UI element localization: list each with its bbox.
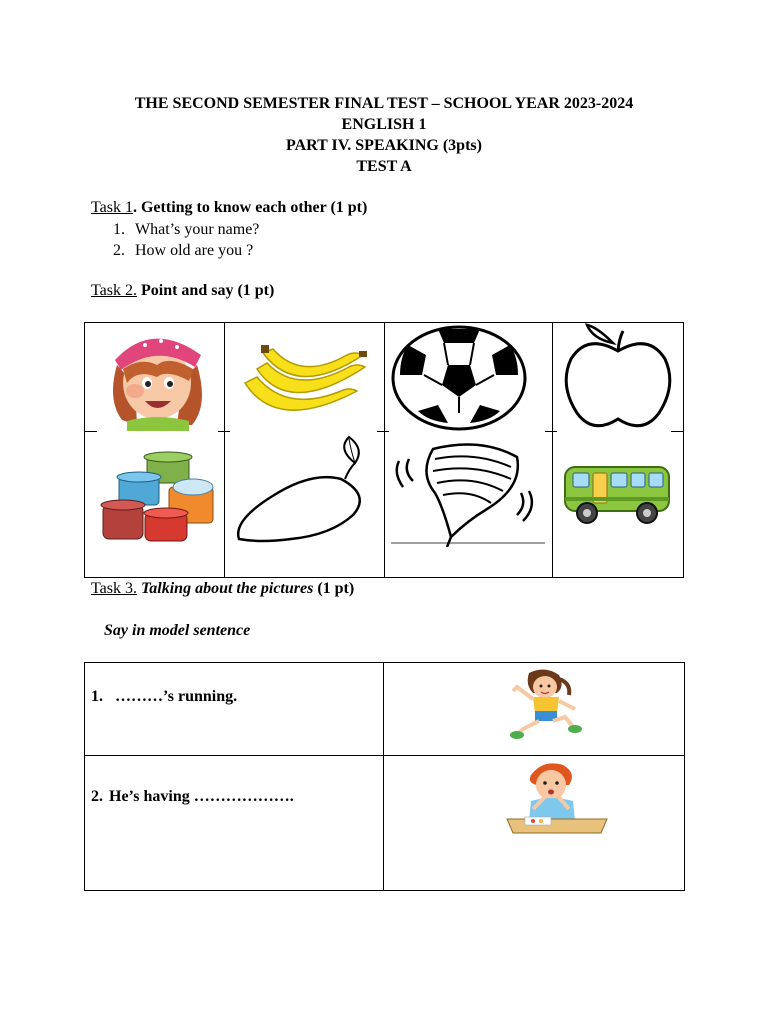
task1-question-list bbox=[113, 219, 259, 261]
task3-points: (1 pt) bbox=[313, 580, 355, 597]
task1-heading bbox=[91, 199, 367, 217]
list-item: 2. How old are you ? bbox=[113, 242, 254, 259]
task2-title: Point and say (1 pt) bbox=[136, 282, 275, 299]
running-girl-icon bbox=[499, 667, 591, 741]
bananas-icon bbox=[237, 343, 371, 423]
eating-boy-icon bbox=[503, 759, 613, 839]
question-text: What’s your name? bbox=[135, 221, 260, 238]
pots-icon bbox=[97, 447, 223, 547]
football-icon bbox=[388, 325, 530, 431]
list-item: 1. What’s your name? bbox=[113, 221, 260, 238]
task2-heading bbox=[91, 282, 274, 300]
task1-label: Task 1 bbox=[91, 199, 133, 216]
task3-label: Task 3. bbox=[91, 580, 137, 597]
sentence-text: He’s having ………………. bbox=[109, 788, 294, 805]
girl-icon bbox=[97, 325, 209, 431]
table-row bbox=[91, 688, 237, 706]
table-row bbox=[91, 788, 294, 806]
spinning-top-icon bbox=[391, 437, 545, 547]
task3-heading bbox=[91, 580, 354, 598]
apple-icon bbox=[557, 323, 679, 431]
task3-title: Talking about the pictures bbox=[136, 580, 314, 597]
row-number: 2. bbox=[91, 788, 103, 805]
task3-instruction: Say in model sentence bbox=[104, 622, 251, 639]
header-subject: ENGLISH 1 bbox=[341, 116, 427, 133]
header-title: THE SECOND SEMESTER FINAL TEST – SCHOOL YEAR 2023-2024 bbox=[134, 95, 634, 112]
sentence-text: ………’s running. bbox=[115, 688, 238, 705]
picture-grid bbox=[84, 322, 684, 578]
test-header bbox=[0, 93, 768, 177]
sentence-table bbox=[84, 662, 685, 891]
row-number: 1. bbox=[91, 688, 103, 705]
mango-icon bbox=[231, 435, 377, 545]
task1-title: . Getting to know each other (1 pt) bbox=[132, 199, 368, 216]
task2-label: Task 2. bbox=[91, 282, 137, 299]
question-text: How old are you ? bbox=[135, 242, 254, 259]
header-part: PART IV. SPEAKING (3pts) bbox=[286, 137, 482, 154]
header-test: TEST A bbox=[356, 158, 412, 175]
bus-icon bbox=[559, 461, 675, 527]
